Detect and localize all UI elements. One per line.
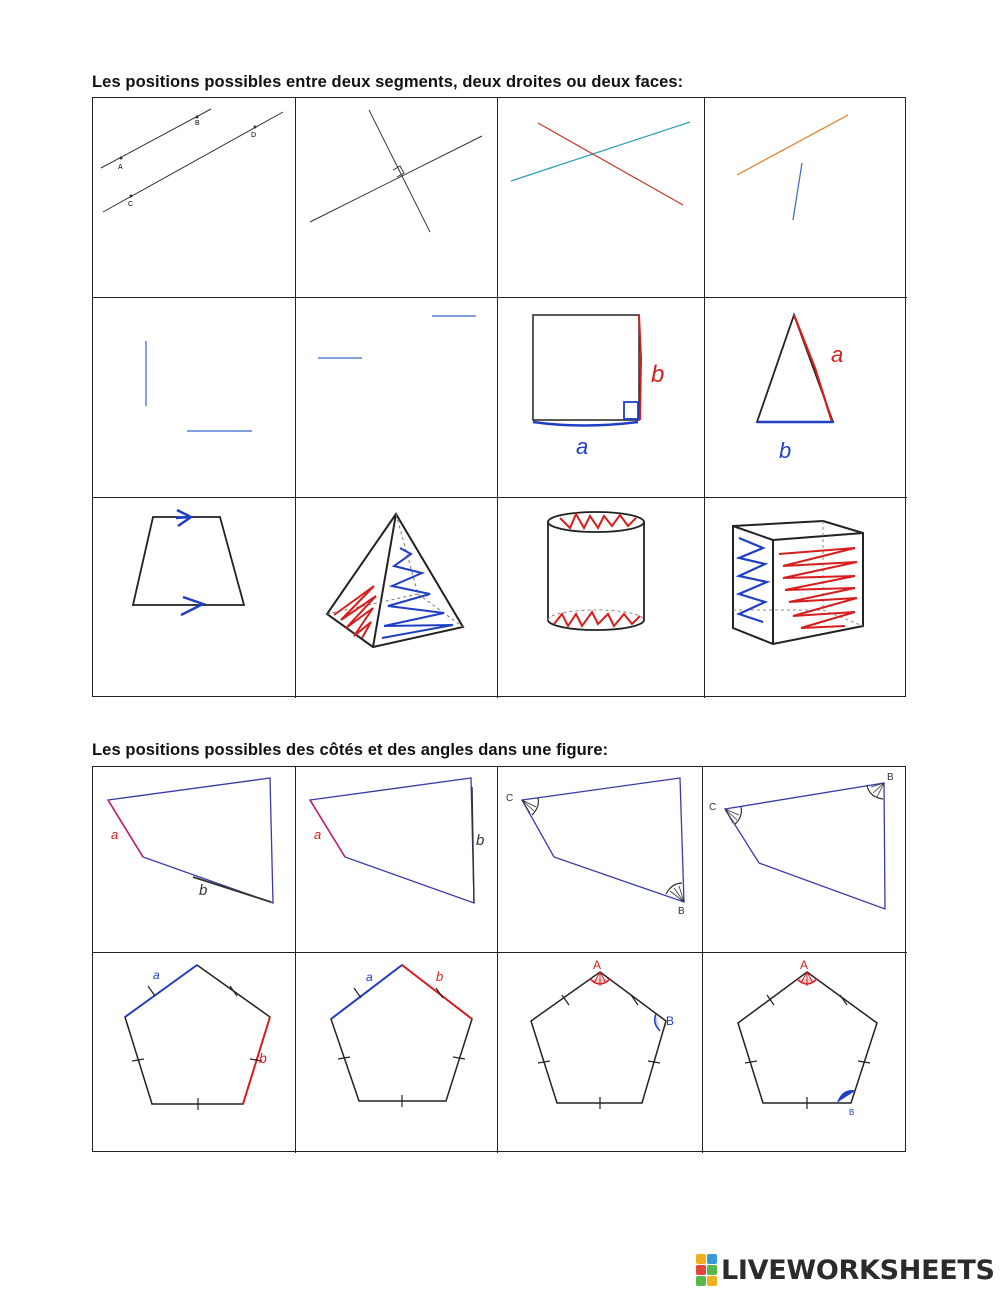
quad-consecutive-angles-figure [703,767,907,952]
label-a-quad1: a [111,827,119,842]
trapezoid-figure [93,498,295,698]
point-label-c: C [128,201,134,208]
cell-square-sides[interactable] [498,298,705,498]
quad-opposite-sides-figure [296,767,497,952]
point-label-a: A [118,164,123,171]
cell-trapezoid[interactable] [93,498,296,698]
quad-opposite-angles-figure [498,767,702,952]
pent-label-a: A [593,958,602,972]
parallel-lines-figure [93,98,295,297]
cell-quad-opposite-sides[interactable] [296,767,498,953]
point-label-b: B [195,120,200,127]
pentagon-consecutive-sides-2-figure [296,953,497,1153]
angle-label-b2: B [887,772,894,783]
cell-perpendicular-lines[interactable] [296,98,498,298]
logo-wordmark: LIVEWORKSHEETS [721,1254,995,1286]
cell-pentagon-consecutive-sides[interactable] [93,953,296,1153]
label-b-pent2: b [436,969,444,984]
pentagon-consecutive-angles-figure [498,953,702,1153]
cell-parallel-segments[interactable] [296,298,498,498]
cell-quad-consecutive-angles[interactable] [703,767,907,953]
logo-mark-icon [696,1254,717,1286]
cube-figure [705,498,907,698]
angle-label-b: B [678,906,685,917]
label-b-pent1: b [259,1050,267,1066]
label-a-pent2: a [366,970,373,984]
label-b-triangle: b [779,438,792,463]
secant-lines-figure [498,98,704,297]
figure-parts-grid [92,766,906,1152]
angle-label-c2: C [709,802,717,813]
pent2-label-b: B [849,1108,855,1117]
pentagon-consecutive-sides-figure [93,953,295,1153]
cell-pentagon-consecutive-sides-2[interactable] [296,953,498,1153]
cell-pyramid[interactable] [296,498,498,698]
label-b-quad2: b [476,832,485,849]
positions-grid [92,97,906,697]
pent2-label-a: A [800,958,809,972]
pentagon-angles-figure [703,953,907,1153]
perpendicular-segments-figure [93,298,295,497]
section1-heading: Les positions possibles entre deux segments, deux droites ou deux faces: [92,73,684,91]
triangle-sides-figure [705,298,907,497]
cylinder-figure [498,498,704,698]
pyramid-figure [296,498,497,698]
label-a-handwritten: a [576,434,589,459]
cell-pentagon-consecutive-angles[interactable] [498,953,703,1153]
cell-cube[interactable] [705,498,907,698]
cell-pentagon-angles[interactable] [703,953,907,1153]
cell-triangle-sides[interactable] [705,298,907,498]
point-label-d: D [251,132,257,139]
cell-perpendicular-segments[interactable] [93,298,296,498]
cell-quad-opposite-angles[interactable] [498,767,703,953]
secant-segments-figure [705,98,907,297]
label-a-triangle: a [831,342,844,367]
cell-secant-lines[interactable] [498,98,705,298]
cell-secant-segments[interactable] [705,98,907,298]
quad-consecutive-sides-figure [93,767,295,952]
perpendicular-lines-figure [296,98,497,297]
angle-label-c: C [506,793,514,804]
cell-parallel-lines[interactable] [93,98,296,298]
label-b-quad1: b [199,882,208,899]
parallel-segments-figure [296,298,497,497]
section2-heading: Les positions possibles des côtés et des angles dans une figure: [92,741,609,759]
cell-quad-consecutive-sides[interactable] [93,767,296,953]
pent-label-b: B [666,1014,675,1028]
label-b-handwritten: b [651,361,665,388]
square-sides-figure [498,298,704,497]
liveworksheets-logo[interactable] [696,1253,995,1287]
label-a-pent1: a [153,968,160,982]
cell-cylinder[interactable] [498,498,705,698]
label-a-quad2: a [314,827,322,842]
